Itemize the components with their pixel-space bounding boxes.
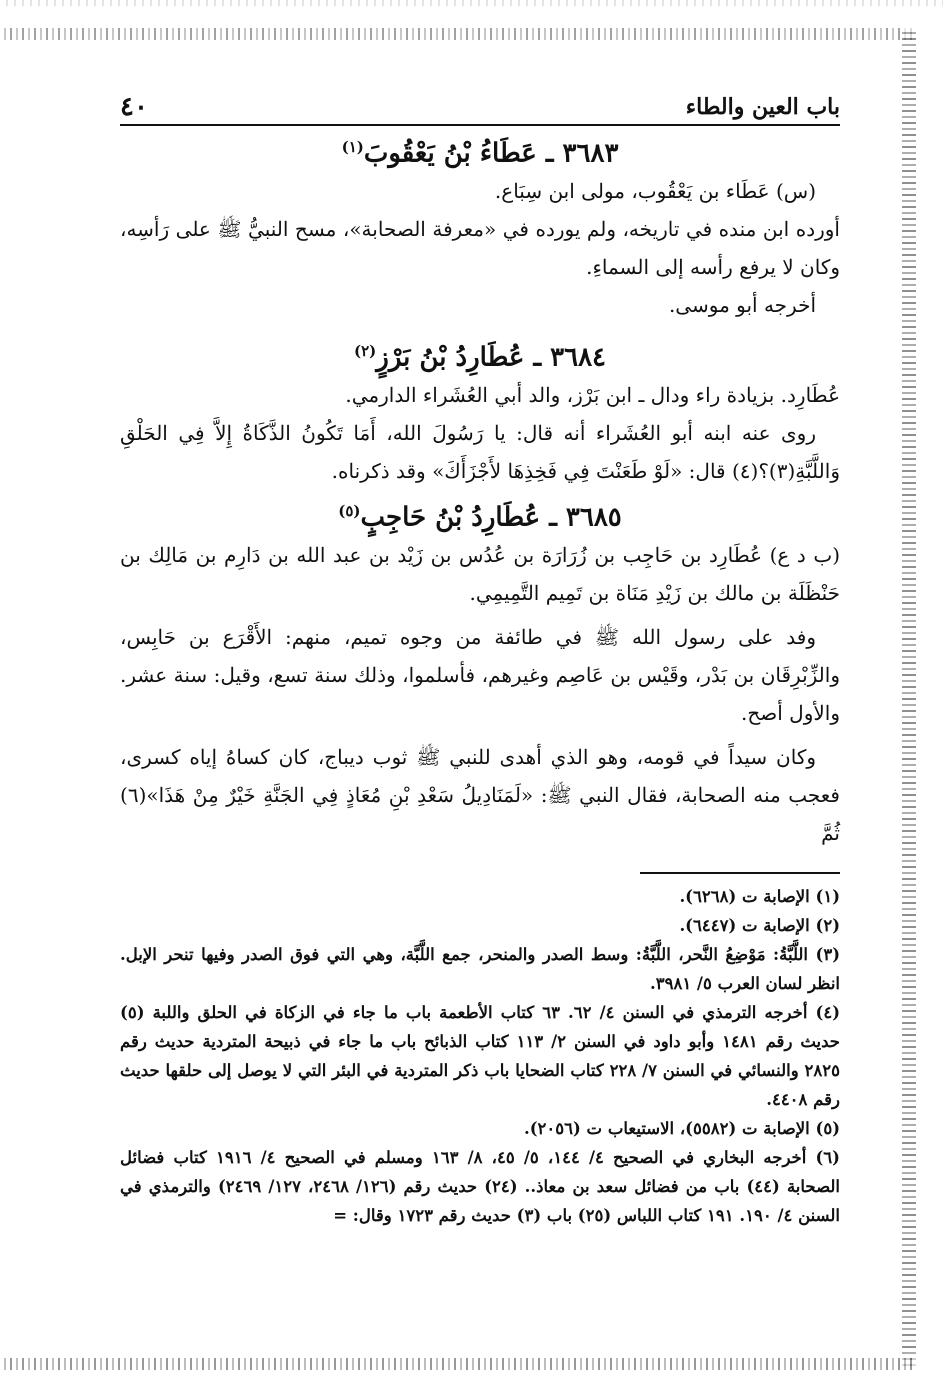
entry-title — [120, 342, 840, 374]
entry-title — [120, 138, 840, 170]
page-number: ٤٠ — [120, 92, 148, 122]
entry-title-text: ٣٦٨٤ ـ عُطَارِدُ بْنُ بَرْزٍ — [376, 342, 607, 373]
decorative-border-bottom — [0, 1358, 916, 1370]
top-decorative-border — [0, 0, 943, 6]
decorative-border-top — [0, 28, 912, 40]
entry-title — [120, 502, 840, 534]
paragraph: (ب د ع) عُطَارِد بن حَاجِب بن زُرَارَة بن عُدُس بن زَيْد بن عبد الله بن دَارِم بن مَالِك بن حَنْظَلَة بن مالك بن زَيْدِ مَنَاة بن تَمِيم التَّمِيمِي. — [120, 542, 840, 605]
footnote: (٥) الإصابة ت (٥٥٨٢)، الاستيعاب ت (٢٠٥٦). — [523, 1118, 840, 1138]
footnote: (٢) الإصابة ت (٦٤٤٧). — [679, 915, 840, 935]
running-title: باب العين والطاء — [685, 94, 840, 120]
footnotes-list — [120, 882, 840, 1230]
footnote: (٤) أخرجه الترمذي في السنن ٤/ ٦٢. ٦٣ كتاب الأطعمة باب ما جاء في الزكاة في الحلق واللبة (٥) حديث رقم ١٤٨١ وأبو داود في السنن ٢/ ١١٣ كتاب الذبائح باب ما جاء في ذبيحة المتردية حديث رقم ٢٨٢٥ والنسائي في السنن ٧/ ٢٢٨ كتاب الضحايا باب ذكر المتردية في البئر التي لا يوصل إلى حلقها حديث رقم ٤٤٠٨. — [120, 1002, 841, 1109]
footnote-mark: (١) — [341, 138, 364, 156]
paragraph: أخرجه أبو موسى. — [668, 292, 816, 317]
paragraph: عُطَارِد. بزيادة راء ودال ـ ابن بَرْز، والد أبي العُشَراء الدارمي. — [345, 382, 840, 407]
paragraph: (س) عَطَاء بن يَعْقُوب، مولى ابن سِبَاع. — [494, 178, 816, 203]
entry-3685 — [120, 502, 840, 852]
entry-title-text: ٣٦٨٣ ـ عَطَاءُ بْنُ يَعْقُوبَ — [363, 138, 619, 169]
paragraph: وكان سيداً في قومه، وهو الذي أهدى للنبي ﷺ ثوب ديباج، كان كساهُ إياه كسرى، فعجب منه الصحابة، فقال النبي ﷺ: «لَمَنَادِيلُ سَعْدِ بْنِ مُعَاذٍ فِي الجَنَّةِ خَيْرٌ مِنْ هَذَا»(٦) ثُمَّ — [120, 744, 840, 845]
footnote-mark: (٥) — [338, 501, 361, 520]
entry-3684 — [120, 342, 840, 490]
entry-3683 — [120, 138, 840, 324]
footnote-mark: (٢) — [353, 341, 377, 360]
paragraph: أورده ابن منده في تاريخه، ولم يورده في «معرفة الصحابة»، مسح النبيُّ ﷺ على رَأسِه، وكان لا يرفع رأسه إلى السماءِ. — [120, 216, 840, 279]
entry-title-text: ٣٦٨٥ ـ عُطَارِدُ بْنُ حَاجِبٍ — [360, 502, 622, 533]
footnote: (٦) أخرجه البخاري في الصحيح ٤/ ١٤٤، ٥/ ٤٥، ٨/ ١٦٣ ومسلم في الصحيح ٤/ ١٩١٦ كتاب فضائل الصحابة (٤٤) باب من فضائل سعد بن معاذ.. (٢٤) حديث رقم (١٢٦/ ٢٤٦٨، ١٢٧/ ٢٤٦٩) والترمذي في السنن ٤/ ١٩٠. ١٩١ كتاب اللباس (٢٥) باب (٣) حديث رقم ١٧٢٣ وقال: = — [120, 1147, 840, 1225]
paragraph: روى عنه ابنه أبو العُشَراء أنه قال: يا رَسُولَ الله، أَمَا تَكُونُ الذَّكَاةُ إِلاَّ فِي الحَلْقِ وَاللَّبَّةِ(٣)؟(٤) قال: «لَوْ طَعَنْتَ فِي فَخِذِهَا لأَجْزَأَكَ» وقد ذكرناه. — [120, 420, 840, 483]
footnotes-section — [120, 872, 840, 1230]
footnote-separator — [640, 872, 840, 874]
paragraph: وفد على رسول الله ﷺ في طائفة من وجوه تميم، منهم: الأَقْرَع بن حَابِس، والزِّبْرِقَان بن بَدْر، وقَيْس بن عَاصِم وغيرهم، فأسلموا، وذلك سنة تسع، وقيل: سنة عشر. والأول أصح. — [120, 624, 840, 725]
footnote: (١) الإصابة ت (٦٢٦٨). — [679, 886, 840, 906]
page-header — [120, 90, 840, 126]
decorative-border-right — [902, 28, 916, 1368]
footnote: (٣) اللَّبَّةُ: مَوْضِعُ النَّحر، اللَّبَّةُ: وسط الصدر والمنحر، جمع اللَّبَّة، وهي التي فوق الصدر وفيها تنحر الإبل. انظر لسان العرب ٥/ ٣٩٨١. — [120, 944, 840, 993]
page — [120, 90, 840, 1340]
